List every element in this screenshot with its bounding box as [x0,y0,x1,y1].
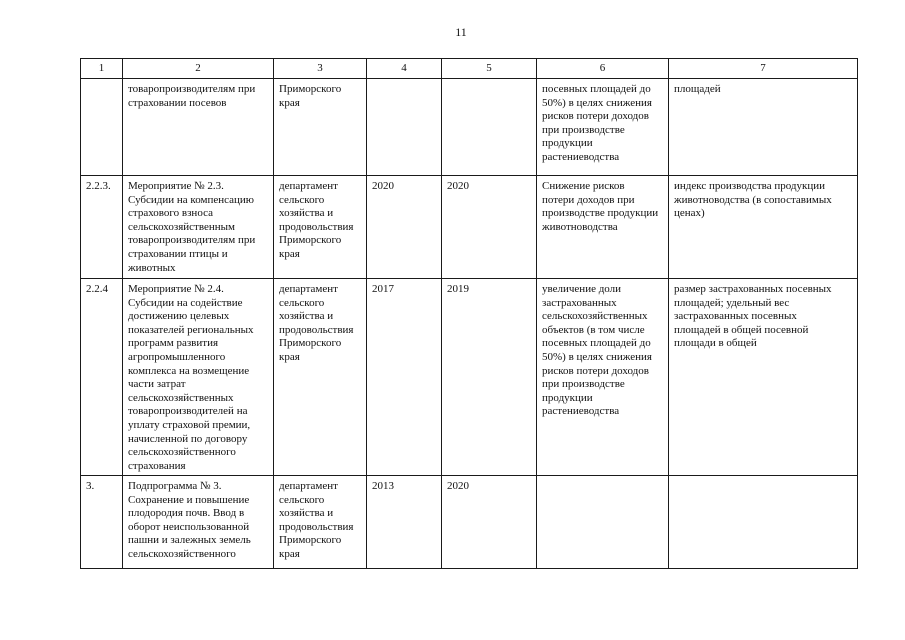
cell-indicator: размер застрахованных посевных площадей; удельный вес застрахованных посевных площадей в общей посевной площади в общей [669,279,858,476]
column-header-4: 4 [367,59,442,79]
cell-number: 2.2.4 [81,279,123,476]
cell-measure-name: Мероприятие № 2.4. Субсидии на содействие достижению целевых показателей региональных программ развития агропромышленного комплекса на возмещение части затрат сельскохозяйственных товаропроизводителей на уплату страховой премии, начисленной по договору сельскохозяйственного страхования [123,279,274,476]
cell-start-year: 2013 [367,476,442,569]
cell-executor: департамент сельского хозяйства и продовольствия Приморского края [274,176,367,279]
cell-executor: Приморского края [274,79,367,176]
cell-number [81,79,123,176]
cell-expected-result: увеличение доли застрахованных сельскохозяйственных объектов (в том числе посевных площадей до 50%) в целях снижения рисков потери доходов при производстве продукции растениеводства [537,279,669,476]
cell-measure-name: Подпрограмма № 3. Сохранение и повышение плодородия почв. Ввод в оборот неиспользованной пашни и залежных земель сельскохозяйственного [123,476,274,569]
column-header-1: 1 [81,59,123,79]
cell-end-year [442,79,537,176]
column-header-5: 5 [442,59,537,79]
cell-expected-result: посевных площадей до 50%) в целях снижения рисков потери доходов при производстве продукции растениеводства [537,79,669,176]
cell-end-year: 2020 [442,476,537,569]
cell-start-year: 2020 [367,176,442,279]
table-header-row [81,59,858,79]
table-row [81,279,858,476]
page-number: 11 [455,25,467,39]
column-header-7: 7 [669,59,858,79]
cell-indicator: индекс производства продукции животноводства (в сопоставимых ценах) [669,176,858,279]
cell-number: 3. [81,476,123,569]
cell-executor: департамент сельского хозяйства и продовольствия Приморского края [274,279,367,476]
column-header-2: 2 [123,59,274,79]
column-header-3: 3 [274,59,367,79]
cell-start-year [367,79,442,176]
cell-measure-name: товаропроизводителям при страховании посевов [123,79,274,176]
cell-start-year: 2017 [367,279,442,476]
cell-executor: департамент сельского хозяйства и продовольствия Приморского края [274,476,367,569]
cell-end-year: 2019 [442,279,537,476]
table-row [81,176,858,279]
cell-expected-result: Снижение рисков потери доходов при производстве продукции животноводства [537,176,669,279]
cell-indicator [669,476,858,569]
cell-number: 2.2.3. [81,176,123,279]
cell-expected-result [537,476,669,569]
cell-indicator: площадей [669,79,858,176]
column-header-6: 6 [537,59,669,79]
cell-end-year: 2020 [442,176,537,279]
program-measures-table [80,58,858,569]
table-row [81,476,858,569]
cell-measure-name: Мероприятие № 2.3. Субсидии на компенсацию страхового взноса сельскохозяйственным товаропроизводителям при страховании птицы и животных [123,176,274,279]
table-row [81,79,858,176]
